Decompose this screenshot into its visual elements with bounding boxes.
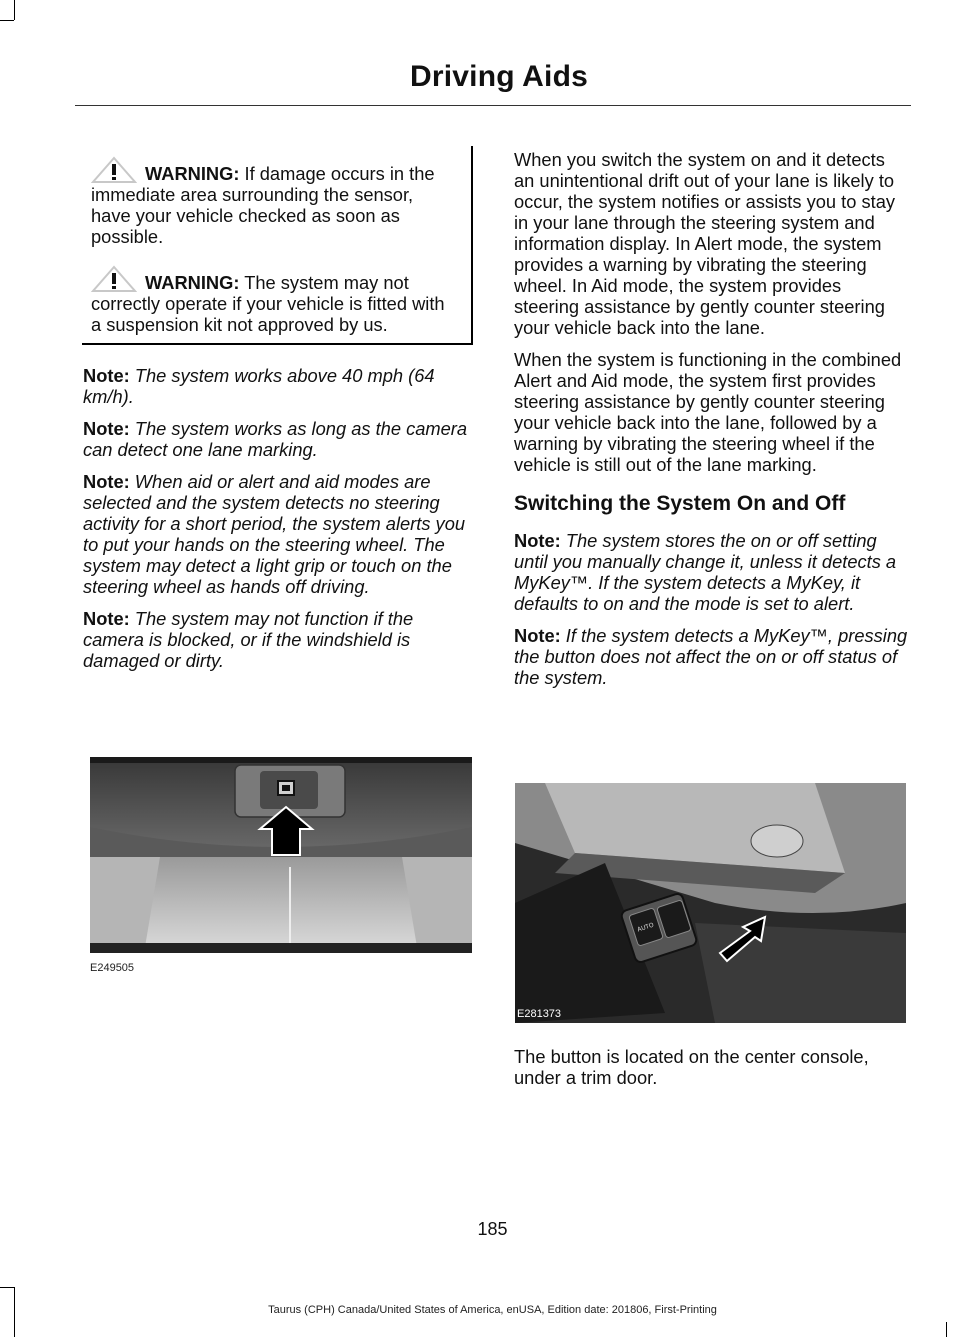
header-rule [75, 105, 911, 106]
body-paragraph: When the system is functioning in the combined Alert and Aid mode, the system first provides steering assistance by gently counter steering your vehicle back into the lane, followed by a warning by vibrating the steering wheel if the vehicle is still out of the lane marking. [514, 349, 902, 475]
page-title: Driving Aids [410, 60, 588, 93]
left-column [83, 146, 473, 682]
note: Note: When aid or alert and aid modes are selected and the system detects no steering activity for a short period, the system alerts you to put your hands on the steering wheel. The system may detect a light grip or touch on the steering wheel as hands off driving. [83, 471, 466, 597]
section-heading: Switching the System On and Off [514, 492, 846, 515]
note: Note: The system works above 40 mph (64 km/h). [83, 365, 435, 407]
body-paragraph: When you switch the system on and it detects an unintentional drift out of your lane is likely to occur, the system notifies or assists you to stay in your lane through the steering system and information display. In Alert mode, the system provides a warning by vibrating the steering wheel. In Aid mode, the system provides steering assistance by gently counter steering your vehicle back into the lane. [514, 149, 896, 338]
note: Note: The system may not function if the camera is blocked, or if the windshield is damaged or dirty. [83, 608, 414, 671]
warning-triangle-icon [91, 265, 137, 293]
button-location-figure [515, 783, 906, 1020]
camera-illustration [90, 757, 472, 953]
crop-mark [0, 20, 14, 21]
page-footer: Taurus (CPH) Canada/United States of America, enUSA, Edition date: 201806, First-Printing [268, 1304, 717, 1316]
warning-triangle-icon [91, 156, 137, 184]
console-illustration [515, 783, 906, 1023]
warning-item: WARNING: If damage occurs in the immediate area surrounding the sensor, have your vehicle checked as soon as possible. [91, 156, 457, 247]
note: Note: The system stores the on or off setting until you manually change it, unless it detects a MyKey™. If the system detects a MyKey, it defaults to on and the mode is set to alert. [514, 530, 897, 614]
warning-item: WARNING: The system may not correctly operate if your vehicle is fitted with a suspension kit not approved by us. [91, 265, 457, 335]
figure-code: E281373 [517, 1008, 562, 1020]
auto-button-label: AUTO [636, 921, 655, 934]
warning-box [82, 146, 473, 345]
page-number: 185 [477, 1219, 508, 1239]
camera-location-figure [90, 757, 472, 974]
crop-mark [0, 1287, 14, 1288]
note: Note: If the system detects a MyKey™, pressing the button does not affect the on or off status of the system. [514, 625, 908, 688]
figure-code: E249505 [90, 962, 135, 974]
figure-caption: The button is located on the center console, under a trim door. [514, 1046, 869, 1088]
crop-mark [946, 1322, 947, 1337]
note: Note: The system works as long as the camera can detect one lane marking. [83, 418, 468, 460]
crop-mark [14, 0, 15, 20]
right-column [514, 149, 908, 699]
